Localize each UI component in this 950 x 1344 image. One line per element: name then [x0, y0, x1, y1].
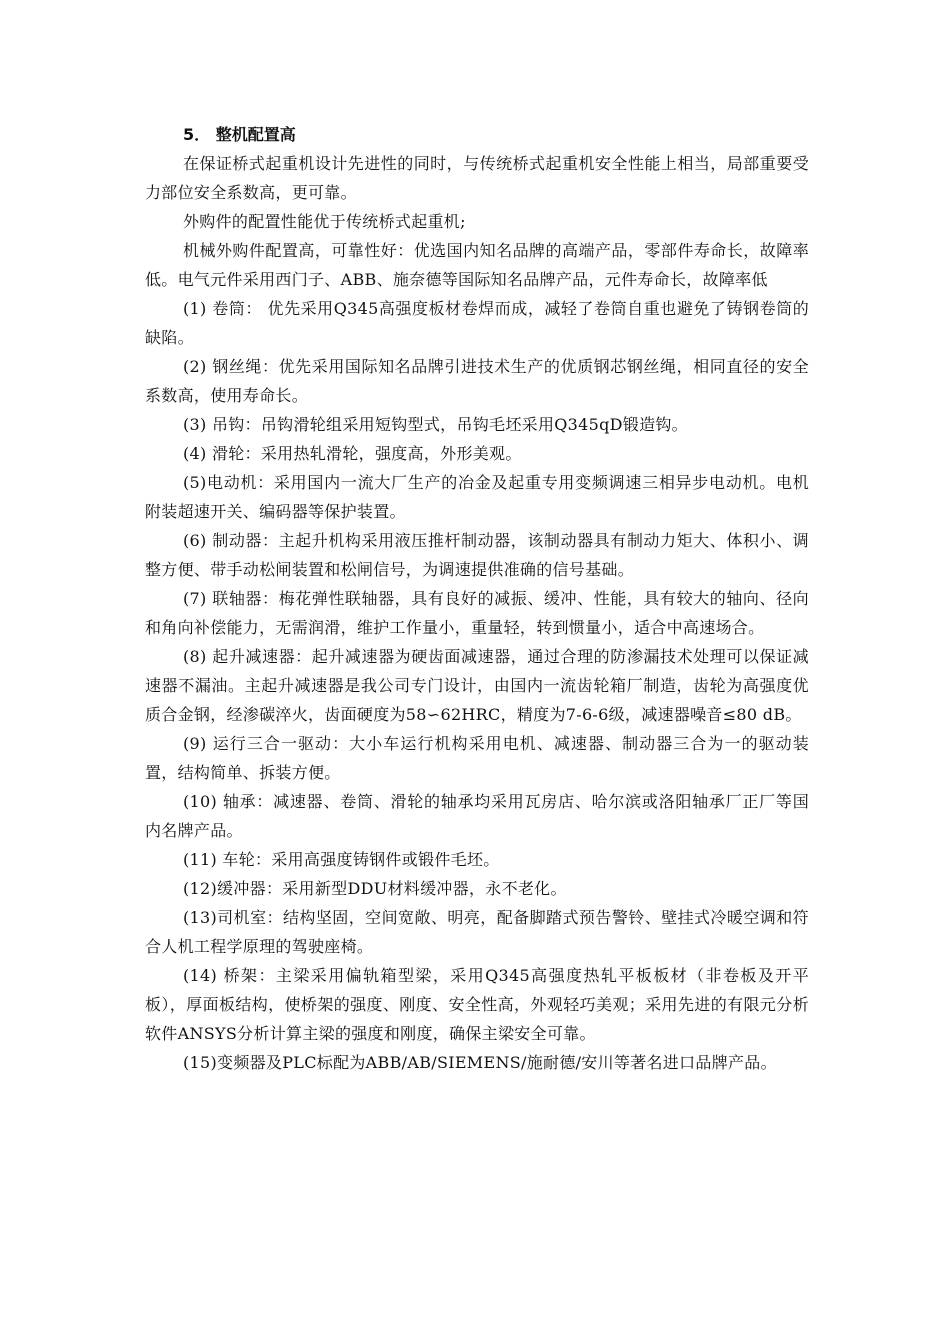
paragraph-motor: (5)电动机：采用国内一流大厂生产的冶金及起重专用变频调速三相异步电动机。电机附装超速开关、编码器等保护装置。: [145, 473, 809, 521]
paragraph-pulley: (4) 滑轮：采用热轧滑轮，强度高，外形美观。: [183, 444, 522, 463]
paragraph-purchased-parts: 外购件的配置性能优于传统桥式起重机;: [183, 212, 466, 231]
paragraph-inverter-plc: (15)变频器及PLC标配为ABB/AB/SIEMENS/施耐德/安川等著名进口品牌产品。: [183, 1053, 777, 1072]
paragraph-hook: (3) 吊钩：吊钩滑轮组采用短钩型式，吊钩毛坯采用Q345qD锻造钩。: [183, 415, 688, 434]
paragraph-wheel: (11) 车轮：采用高强度铸钢件或锻件毛坯。: [183, 850, 500, 869]
paragraph-bearing: (10) 轴承：减速器、卷筒、滑轮的轴承均采用瓦房店、哈尔滨或洛阳轴承厂正厂等国内名牌产品。: [145, 792, 809, 840]
paragraph-intro: 在保证桥式起重机设计先进性的同时，与传统桥式起重机安全性能上相当，局部重要受力部位安全系数高，更可靠。: [145, 154, 809, 202]
section-heading: 5． 整机配置高: [183, 125, 296, 144]
paragraph-drum: (1) 卷筒： 优先采用Q345高强度板材卷焊而成，减轻了卷筒自重也避免了铸钢卷筒的缺陷。: [145, 299, 809, 347]
document-page: [145, 120, 809, 1077]
paragraph-bridge: (14) 桥架：主梁采用偏轨箱型梁，采用Q345高强度热轧平板板材（非卷板及开平板），厚面板结构，使桥架的强度、刚度、安全性高，外观轻巧美观；采用先进的有限元分析软件ANSYS分析计算主梁的强度和刚度，确保主梁安全可靠。: [145, 966, 809, 1043]
paragraph-brake: (6) 制动器：主起升机构采用液压推杆制动器，该制动器具有制动力矩大、体积小、调整方便、带手动松闸装置和松闸信号，为调速提供准确的信号基础。: [145, 531, 809, 579]
paragraph-mechanical-parts: 机械外购件配置高，可靠性好：优选国内知名品牌的高端产品，零部件寿命长，故障率低。电气元件采用西门子、ABB、施奈德等国际知名品牌产品，元件寿命长，故障率低: [145, 241, 809, 289]
paragraph-reducer: (8) 起升减速器：起升减速器为硬齿面减速器，通过合理的防渗漏技术处理可以保证减速器不漏油。主起升减速器是我公司专门设计，由国内一流齿轮箱厂制造，齿轮为高强度优质合金钢，经渗碳淬火，齿面硬度为58∽62HRC，精度为7-6-6级，减速器噪音≤80 dB。: [145, 647, 809, 724]
paragraph-wire-rope: (2) 钢丝绳：优先采用国际知名品牌引进技术生产的优质钢芯钢丝绳，相同直径的安全系数高，使用寿命长。: [145, 357, 809, 405]
paragraph-cab: (13)司机室：结构坚固，空间宽敞、明亮，配备脚踏式预告警铃、壁挂式冷暖空调和符合人机工程学原理的驾驶座椅。: [145, 908, 809, 956]
paragraph-buffer: (12)缓冲器：采用新型DDU材料缓冲器，永不老化。: [183, 879, 567, 898]
paragraph-drive: (9) 运行三合一驱动：大小车运行机构采用电机、减速器、制动器三合为一的驱动装置，结构简单、拆装方便。: [145, 734, 809, 782]
paragraph-coupling: (7) 联轴器：梅花弹性联轴器，具有良好的减振、缓冲、性能，具有较大的轴向、径向和角向补偿能力，无需润滑，维护工作量小，重量轻，转到惯量小，适合中高速场合。: [145, 589, 809, 637]
